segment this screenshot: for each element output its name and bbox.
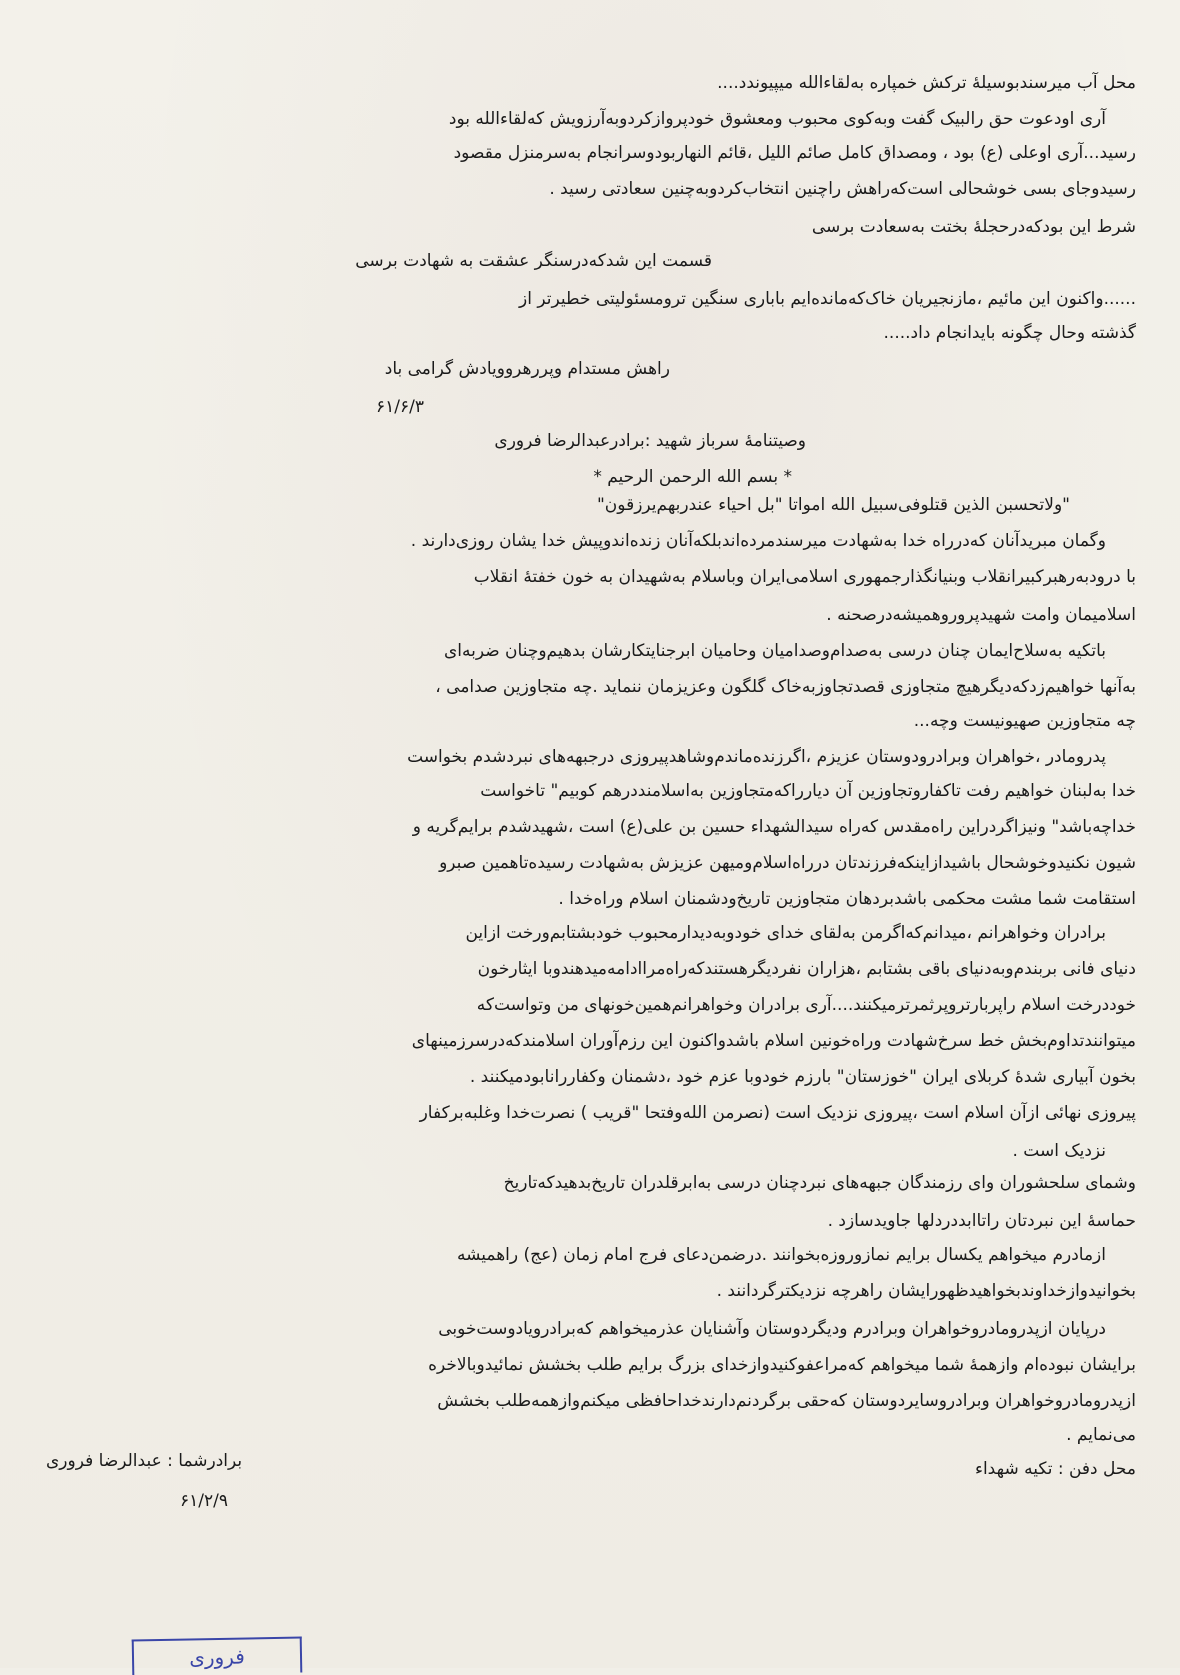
document-line: * بسم الله الرحمن الرحیم * bbox=[593, 467, 792, 487]
document-line: وشمای سلحشوران وای رزمندگان جبهه‌های نبردچنان درسی به‌ابرقلدران تاریخ‌بدهیدکه‌تاریخ bbox=[503, 1173, 1136, 1193]
document-line: قسمت این شدکه‌درسنگر عشقت به شهادت برسی bbox=[355, 251, 712, 271]
document-line: اسلامیمان وامت شهیدپروروهمیشه‌درصحنه . bbox=[826, 605, 1136, 625]
document-line: با درودبه‌رهبرکبیرانقلاب وبنیانگذارجمهوری اسلامی‌ایران وباسلام به‌شهیدان به خون خفتهٔ انقلاب bbox=[473, 567, 1136, 587]
document-line: برایشان نبوده‌ام وازهمهٔ شما میخواهم که‌مراعفوکنیدوازخدای بزرگ برایم طلب بخشش نمائیدوبالاخره bbox=[428, 1355, 1136, 1375]
document-line: درپایان ازپدرومادروخواهران وبرادرم ودیگردوستان وآشنایان عذرمیخواهم که‌برادرویادوست‌خوبی bbox=[438, 1319, 1106, 1339]
document-line: پیروزی نهائی ازآن اسلام است ،پیروزی نزدیک است (نصرمن الله‌وفتحا "قریب ) نصرت‌خدا وغلبه‌برکفار bbox=[419, 1103, 1136, 1123]
document-line: شیون نکنیدوخوشحال باشیدازاینکه‌فرزندتان درراه‌اسلام‌ومیهن عزیزش به‌شهادت رسیده‌تاهمین صبرو bbox=[439, 853, 1136, 873]
document-line: شرط این بودکه‌درحجلهٔ بختت به‌سعادت برسی bbox=[811, 217, 1136, 237]
document-line: باتکیه به‌سلاح‌ایمان چنان درسی به‌صدام‌وصدامیان وحامیان ابرجنایتکارشان بدهیم‌وچنان ضربه‌ای bbox=[443, 641, 1106, 661]
document-line: وصیتنامهٔ سرباز شهید :برادرعبدالرضا فروری bbox=[494, 431, 806, 451]
document-line: رسید...آری اوعلی (ع) بود ، ومصداق کامل صائم اللیل ،قائم النهاربودوسرانجام به‌سرمنزل مقصود bbox=[453, 143, 1136, 163]
burial-place: محل دفن : تکیه شهداء bbox=[974, 1459, 1136, 1479]
document-line: آری اودعوت حق رالبیک گفت وبه‌کوی محبوب ومعشوق خودپروازکردوبه‌آرزویش که‌لقاءالله بود bbox=[448, 109, 1106, 129]
document-line: بخون آبیاری شدهٔ کربلای ایران "خوزستان" بارزم خودوبا عزم خود ،دشمنان وکفاررانابودمیکنند . bbox=[469, 1067, 1136, 1087]
document-line: حماسهٔ این نبردتان راتاابددردلها جاویدسازد . bbox=[827, 1211, 1136, 1231]
name-stamp bbox=[132, 1637, 303, 1675]
document-line: ازمادرم میخواهم یکسال برایم نمازوروزه‌بخوانند .درضمن‌دعای فرج امام زمان (عج) راهمیشه bbox=[456, 1245, 1106, 1265]
signature-name: برادرشما : عبدالرضا فروری bbox=[46, 1451, 243, 1471]
document-line: محل آب میرسندبوسیلهٔ ترکش خمپاره به‌لقاءالله میپیوندد.... bbox=[717, 73, 1136, 93]
document-line: راهش مستدام وپررهروویادش گرامی باد bbox=[384, 359, 670, 379]
document-line: برادران وخواهرانم ،میدانم‌که‌اگرمن به‌لقای خدای خودوبه‌دیدارمحبوب خودبشتابم‌ورخت ازاین bbox=[465, 923, 1106, 943]
document-line: خداچه‌باشد" ونیزاگردراین راه‌مقدس که‌راه سیدالشهداء حسین بن علی(ع) است ،شهیدشدم برایم‌گریه و bbox=[412, 817, 1136, 837]
document-line: بخوانیدوازخداوندبخواهیدظهورایشان راهرچه نزدیکترگردانند . bbox=[716, 1281, 1136, 1301]
document-line: گذشته وحال چگونه بایدانجام داد..... bbox=[883, 323, 1136, 343]
document-line: چه متجاوزین صهیونیست وچه... bbox=[913, 711, 1136, 731]
document-line: "ولاتحسبن الذین قتلوفی‌سبیل الله امواتا "بل احیاء عندربهم‌یرزقون" bbox=[596, 495, 1070, 515]
document-line: خوددرخت اسلام راپربارتروپرثمرترمیکنند....آری برادران وخواهرانم‌همین‌خونهای من وتواست‌که bbox=[476, 995, 1136, 1015]
document-line: میتوانندتداوم‌بخش خط سرخ‌شهادت وراه‌خونین اسلام باشدواکنون این رزم‌آوران اسلامندکه‌درسرزمینهای bbox=[411, 1031, 1136, 1051]
document-line: به‌آنها خواهیم‌زدکه‌دیگرهیچ متجاوزی قصدتجاوزبه‌خاک گلگون وعزیزمان ننماید .چه متجاوزین صدامی ، bbox=[435, 677, 1136, 697]
document-line: می‌نمایم . bbox=[1066, 1425, 1136, 1445]
document-line: ۶۱/۶/۳ bbox=[376, 397, 424, 417]
document-line: وگمان مبریدآنان که‌درراه خدا به‌شهادت میرسندمرده‌اندبلکه‌آنان زنده‌اندوپیش خدا یشان روزی‌دارند . bbox=[410, 531, 1106, 551]
document-line: نزدیک است . bbox=[1012, 1141, 1106, 1161]
stamp-label: فروری bbox=[189, 1644, 246, 1670]
document-line: پدرومادر ،خواهران وبرادرودوستان عزیزم ،اگرزنده‌ماندم‌وشاهدپیروزی درجبهه‌های نبردشدم بخواست bbox=[407, 747, 1106, 767]
document-line: استقامت شما مشت محکمی باشدبردهان متجاوزین تاریخ‌ودشمنان اسلام وراه‌خدا . bbox=[558, 889, 1136, 909]
document-line: ازپدرومادروخواهران وبرادروسایردوستان که‌حقی برگردنم‌دارندخداحافظی میکنم‌وازهمه‌طلب بخشش bbox=[437, 1391, 1136, 1411]
document-line: دنیای فانی بربندم‌وبه‌دنیای باقی بشتابم ،هزاران نفردیگرهستندکه‌راه‌مراادامه‌میدهندوبا ایثارخون bbox=[477, 959, 1136, 979]
document-line: رسیدوجای بسی خوشحالی است‌که‌راهش راچنین انتخاب‌کردوبه‌چنین سعادتی رسید . bbox=[549, 179, 1136, 199]
document-line: خدا به‌لبنان خواهیم رفت تاکفاروتجاوزین آن دیارراکه‌متجاوزین به‌اسلامنددرهم کوبیم" تاخواست bbox=[480, 781, 1136, 801]
signature-date: ۶۱/۲/۹ bbox=[180, 1491, 228, 1511]
document-line: ......واکنون این مائیم ،مازنجیریان خاک‌که‌مانده‌ایم باباری سنگین ترومسئولیتی خطیرتر از bbox=[519, 289, 1136, 309]
